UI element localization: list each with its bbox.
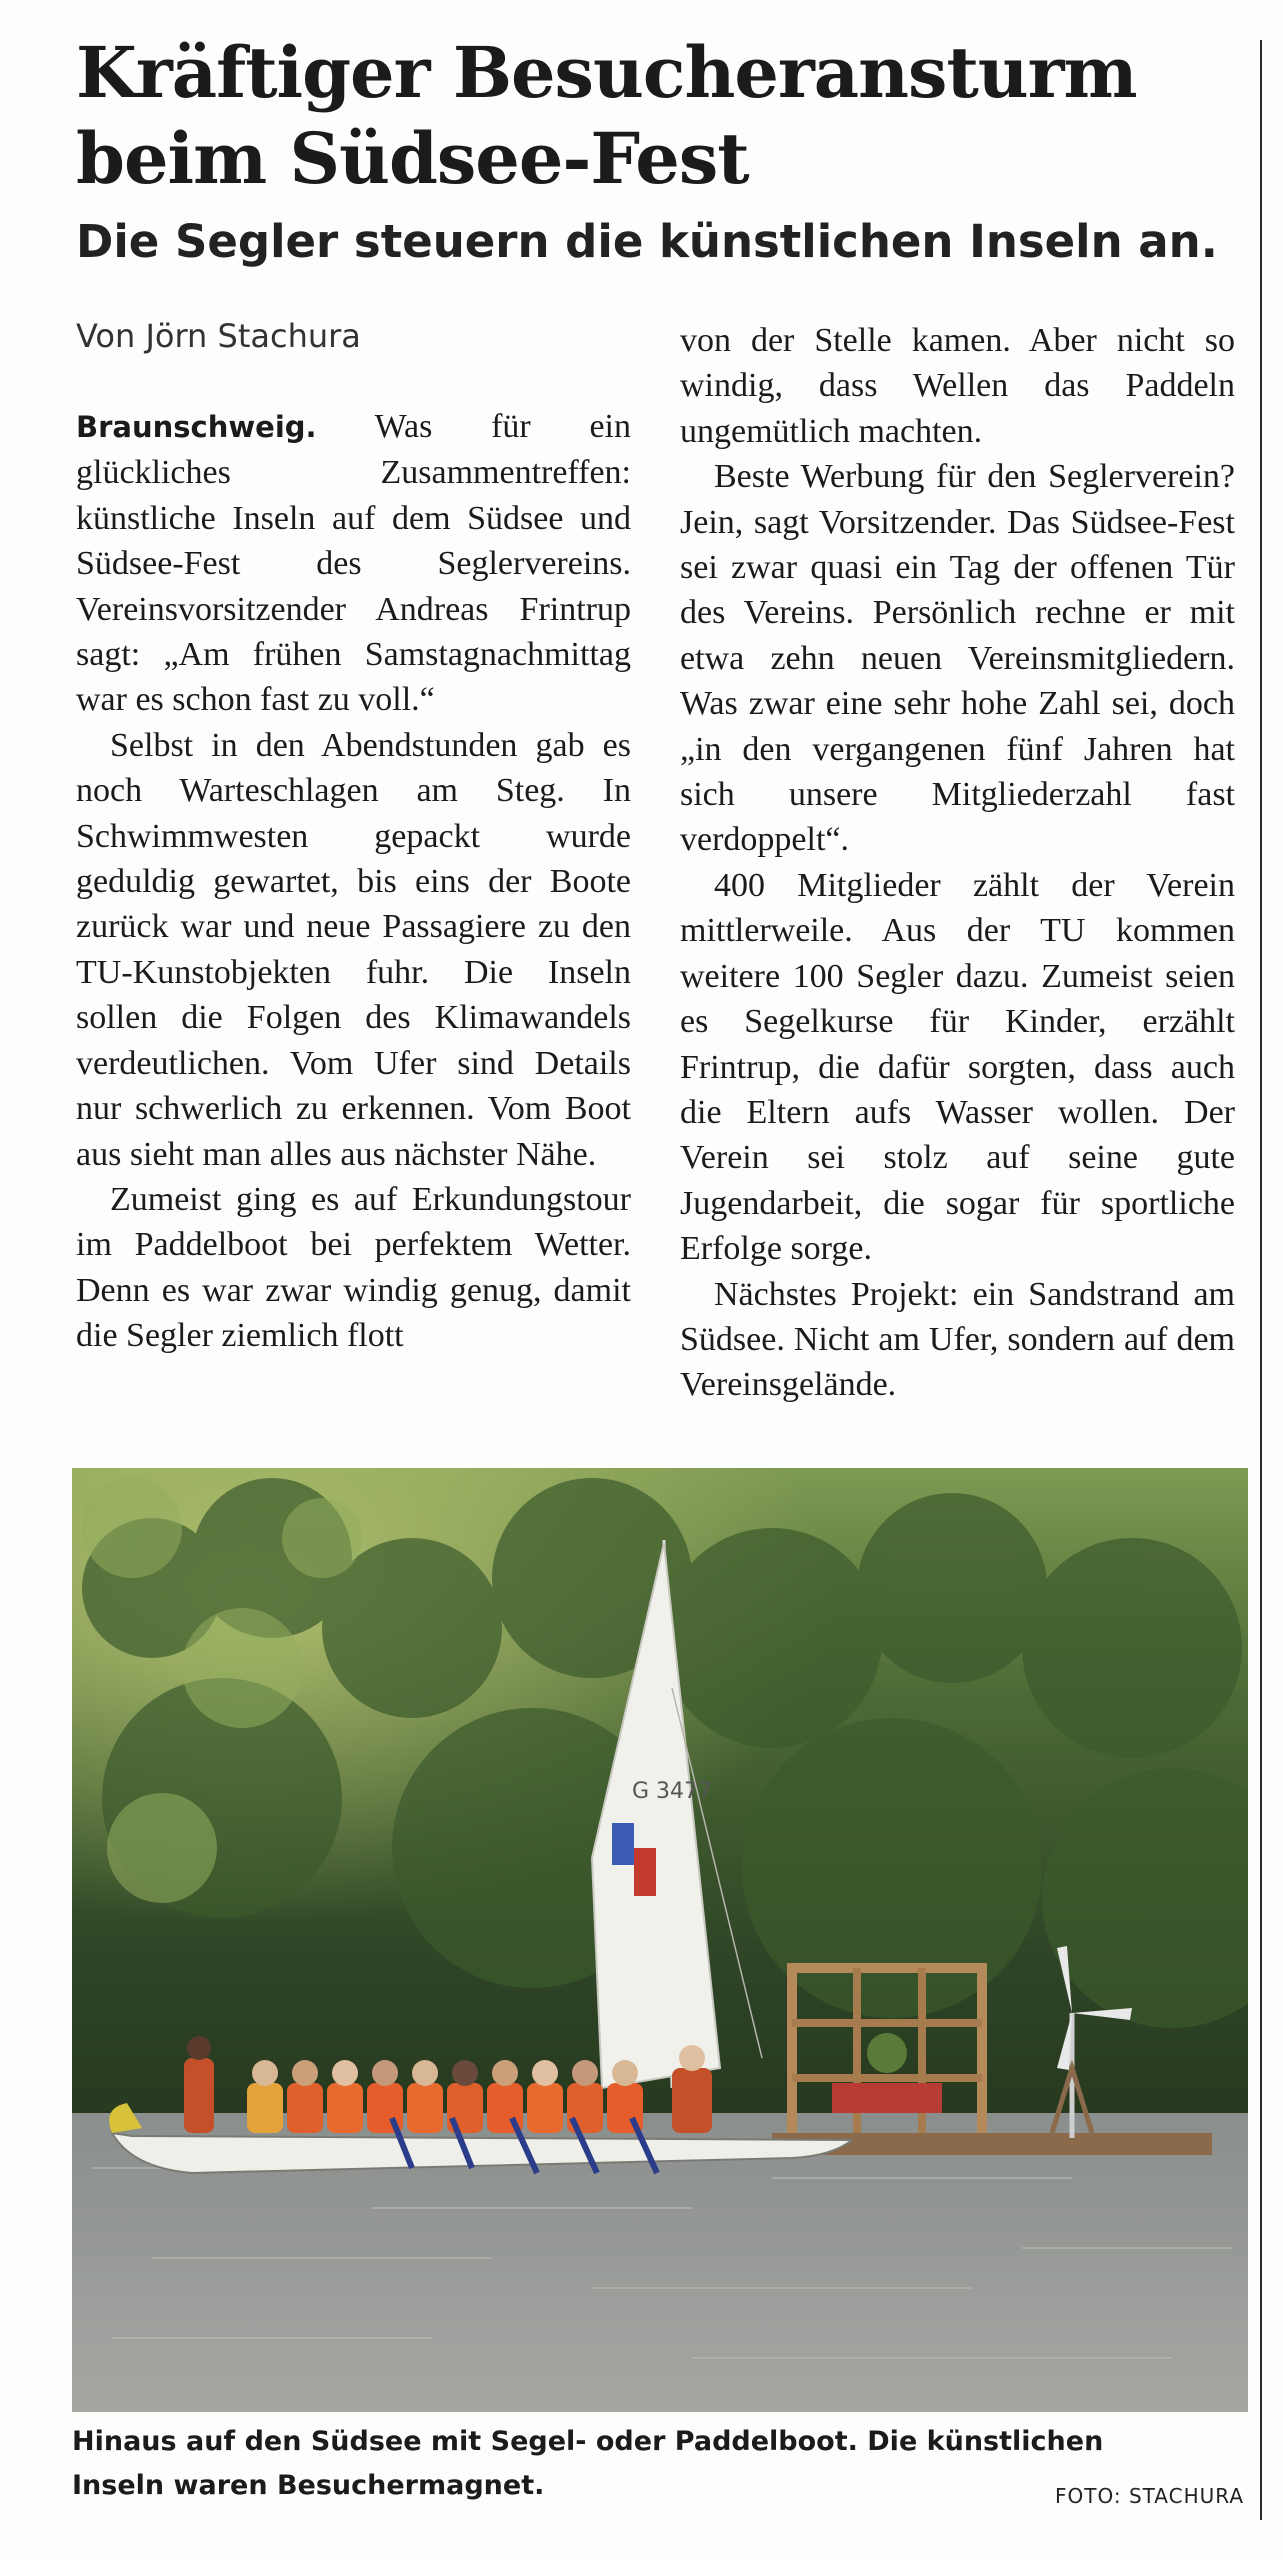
subtitle: Die Segler steuern die künstlichen Inseln an. — [76, 215, 1218, 268]
article-column-left — [76, 404, 631, 1359]
paragraph-5: 400 Mitglieder zählt der Verein mittlerweile. Aus der TU kommen weitere 100 Segler dazu. Zumeist seien es Segelkurse für Kinder, erzählt Frintrup, die dafür sorgten, dass auch die Eltern aufs Wasser wollen. Der Verein sei stolz auf seine gute Jugendarbeit, die sogar für sportliche Erfolge sorge. — [680, 866, 1235, 1268]
paragraph-4: Beste Werbung für den Seglerverein? Jein, sagt Vorsitzender. Das Südsee-Fest sei zwar quasi ein Tag der offenen Tür des Vereins. Persönlich rechne er mit etwa zehn neuen Vereinsmitgliedern. Was zwar eine sehr hohe Zahl sei, doch „in den vergangenen fünf Jahren hat sich unsere Mitgliederzahl fast verdoppelt“. — [680, 458, 1235, 859]
byline: Von Jörn Stachura — [76, 317, 361, 355]
sail-marking: G 3477 — [632, 1779, 713, 1804]
paragraph-1 — [76, 404, 631, 723]
paragraph-3: Zumeist ging es auf Erkundungstour im Paddelboot bei perfektem Wetter. Denn es war zwar windig genug, damit die Segler ziemlich flott — [76, 1180, 631, 1355]
article-photo — [72, 1468, 1248, 2412]
sail-red-patch — [634, 1848, 656, 1896]
photo-scene — [72, 1468, 1248, 2412]
dateline: Braunschweig. — [76, 410, 317, 444]
headline: Kräftiger Besucheransturm beim Südsee-Fest — [76, 31, 1137, 200]
paragraph-1-text: Was für ein glückliches Zusammentreffen: künstliche Inseln auf dem Südsee und Südsee-Fest des Seglervereins. Vereinsvorsitzender Andreas Frintrup sagt: „Am frühen Samstagnachmittag war es schon fast zu voll.“ — [76, 408, 631, 719]
paragraph-2: Selbst in den Abendstunden gab es noch Warteschlagen am Steg. In Schwimmwesten gepackt wurde geduldig gewartet, bis eins der Boote zurück war und neue Passagiere zu den TU-Kunstobjekten fuhr. Die Inseln sollen die Folgen des Klimawandels verdeutlichen. Vom Ufer sind Details nur schwerlich zu erkennen. Vom Boot aus sieht man alles aus nächster Nähe. — [76, 726, 631, 1173]
article-column-right — [680, 318, 1235, 1408]
paragraph-6: Nächstes Projekt: ein Sandstrand am Südsee. Nicht am Ufer, sondern auf dem Vereinsgelände. — [680, 1275, 1235, 1404]
column-rule — [1260, 40, 1262, 2520]
photo-credit: FOTO: STACHURA — [1055, 2484, 1245, 2508]
paragraph-3-continued: von der Stelle kamen. Aber nicht so windig, dass Wellen das Paddeln ungemütlich machten. — [680, 322, 1235, 450]
photo-caption: Hinaus auf den Südsee mit Segel- oder Paddelboot. Die künstlichen Inseln waren Besuchermagnet. — [72, 2426, 1104, 2501]
sail-blue-patch — [612, 1823, 634, 1865]
